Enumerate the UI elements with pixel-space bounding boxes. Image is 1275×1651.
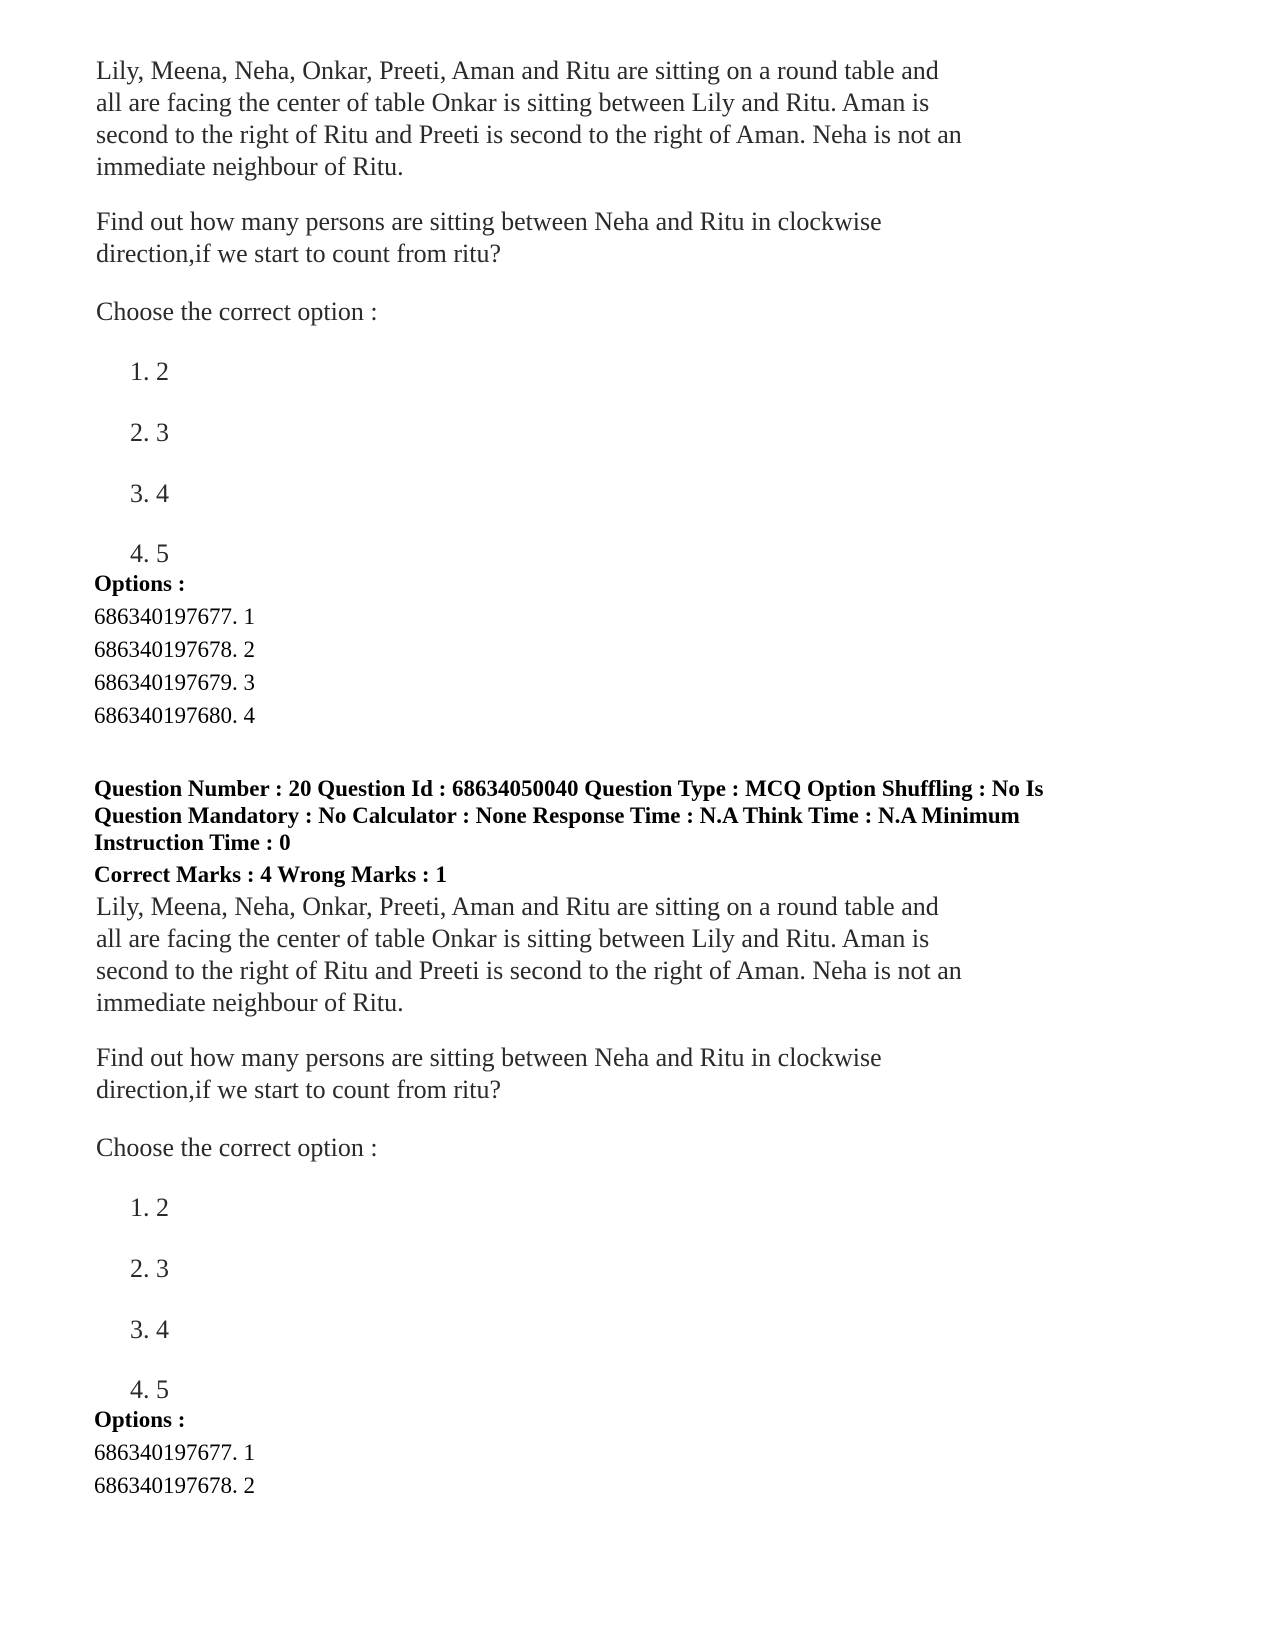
options-label-2: Options : bbox=[94, 1407, 186, 1432]
question-line: Find out how many persons are sitting between Neha and Ritu in clockwise bbox=[96, 1043, 882, 1072]
choice-2: 2. 3 bbox=[130, 418, 169, 447]
passage-line: immediate neighbour of Ritu. bbox=[96, 988, 404, 1017]
passage-line: second to the right of Ritu and Preeti is second to the right of Aman. Neha is not an bbox=[96, 956, 962, 985]
options-list-1 bbox=[94, 600, 255, 732]
passage-line: all are facing the center of table Onkar is sitting between Lily and Ritu. Aman is bbox=[96, 88, 930, 117]
prompt-2: Choose the correct option : bbox=[96, 1133, 378, 1162]
question-1 bbox=[96, 206, 1056, 270]
option-item: 686340197677. 1 bbox=[94, 1440, 255, 1465]
option-item: 686340197678. 2 bbox=[94, 637, 255, 662]
question-2 bbox=[96, 1042, 1056, 1106]
options-list-2 bbox=[94, 1436, 255, 1502]
choice-3: 3. 4 bbox=[130, 479, 169, 508]
question-line: Find out how many persons are sitting between Neha and Ritu in clockwise bbox=[96, 207, 882, 236]
meta-line: Question Mandatory : No Calculator : None Response Time : N.A Think Time : N.A Minimum bbox=[94, 803, 1020, 828]
choice-2: 2. 3 bbox=[130, 1254, 169, 1283]
choice-1: 1. 2 bbox=[130, 357, 169, 386]
passage-1 bbox=[96, 55, 1056, 183]
question-line: direction,if we start to count from ritu? bbox=[96, 239, 502, 268]
passage-line: Lily, Meena, Neha, Onkar, Preeti, Aman and Ritu are sitting on a round table and bbox=[96, 892, 939, 921]
choice-4: 4. 5 bbox=[130, 1375, 169, 1404]
choice-4: 4. 5 bbox=[130, 539, 169, 568]
marks-2: Correct Marks : 4 Wrong Marks : 1 bbox=[94, 862, 447, 887]
passage-line: second to the right of Ritu and Preeti is second to the right of Aman. Neha is not an bbox=[96, 120, 962, 149]
passage-line: all are facing the center of table Onkar is sitting between Lily and Ritu. Aman is bbox=[96, 924, 930, 953]
option-item: 686340197677. 1 bbox=[94, 604, 255, 629]
meta-line: Instruction Time : 0 bbox=[94, 830, 291, 855]
choice-1: 1. 2 bbox=[130, 1193, 169, 1222]
options-label-1: Options : bbox=[94, 571, 186, 596]
passage-line: Lily, Meena, Neha, Onkar, Preeti, Aman and Ritu are sitting on a round table and bbox=[96, 56, 939, 85]
option-item: 686340197678. 2 bbox=[94, 1473, 255, 1498]
passage-2 bbox=[96, 891, 1056, 1019]
option-item: 686340197680. 4 bbox=[94, 703, 255, 728]
meta-line: Question Number : 20 Question Id : 68634050040 Question Type : MCQ Option Shuffling : No Is bbox=[94, 776, 1044, 801]
prompt-1: Choose the correct option : bbox=[96, 297, 378, 326]
option-item: 686340197679. 3 bbox=[94, 670, 255, 695]
question-meta-2 bbox=[94, 775, 1044, 856]
choice-3: 3. 4 bbox=[130, 1315, 169, 1344]
question-line: direction,if we start to count from ritu? bbox=[96, 1075, 502, 1104]
passage-line: immediate neighbour of Ritu. bbox=[96, 152, 404, 181]
